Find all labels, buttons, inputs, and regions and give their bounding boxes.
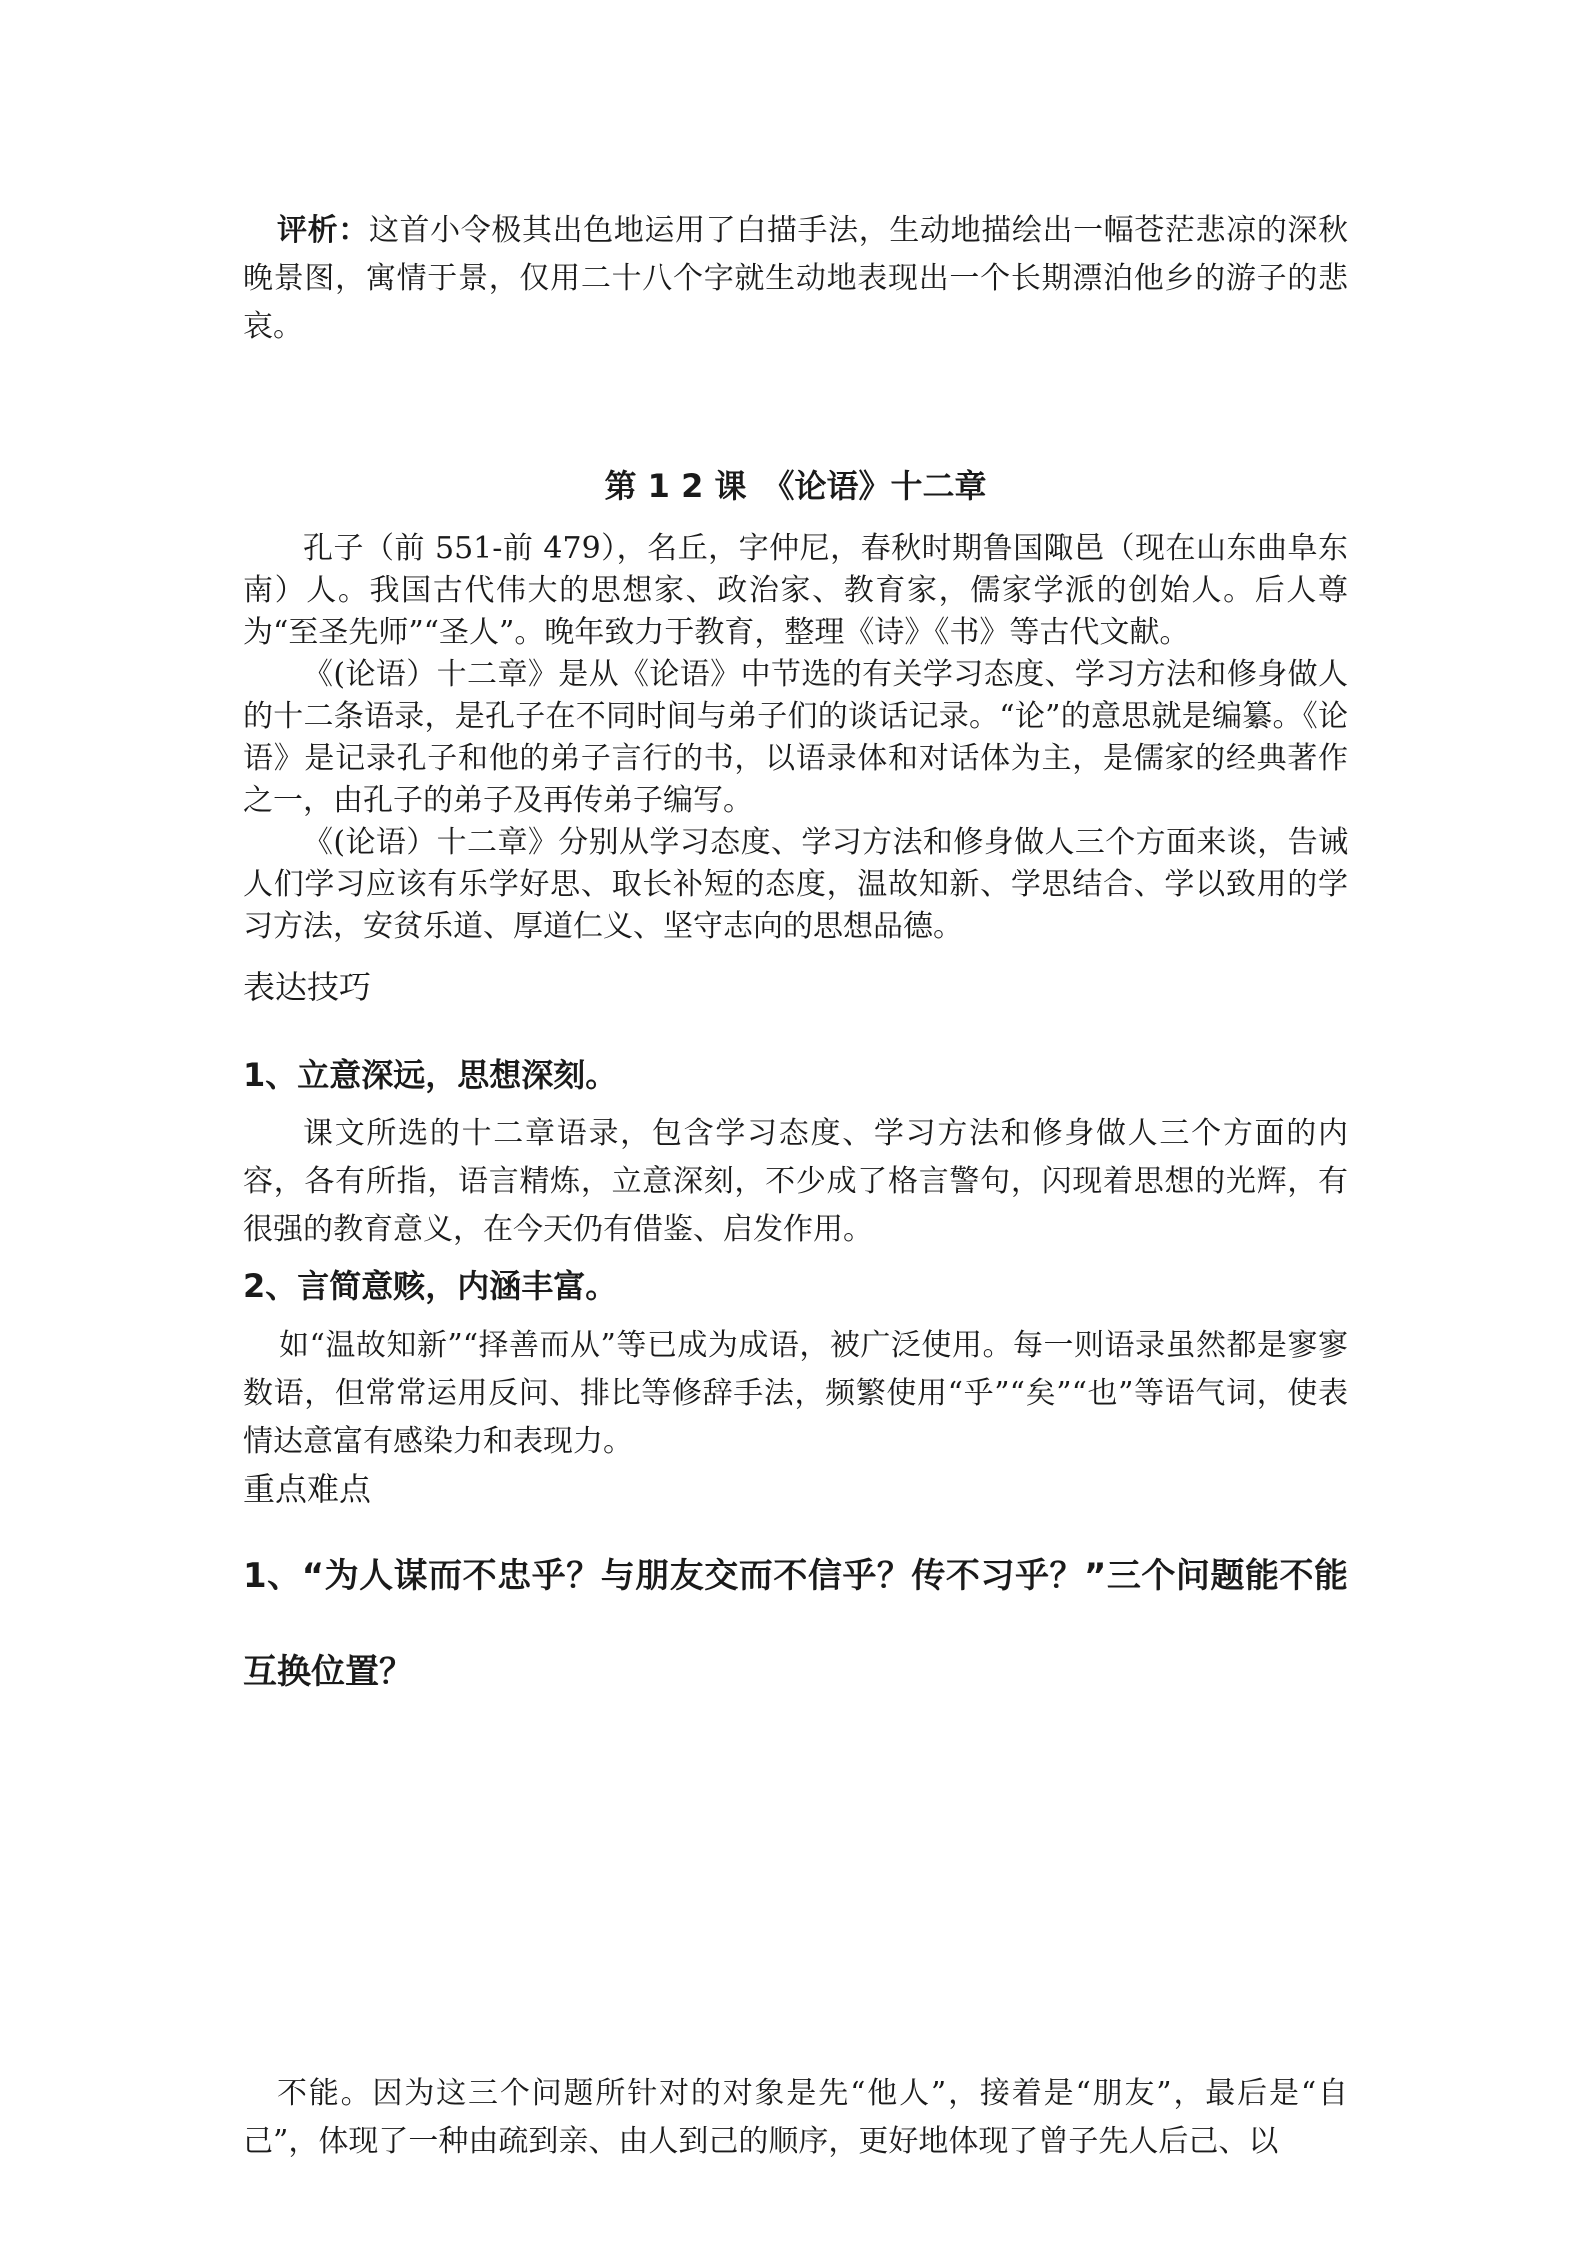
key-points-heading: 重点难点	[243, 1470, 372, 1508]
lesson-title: 第 1 2 课 《论语》十二章	[604, 467, 987, 505]
technique-1-text: 课文所选的十二章语录，包含学习态度、学习方法和修身做人三个方面的内容，各有所指，语言精炼，立意深刻，不少成了格言警句，闪现着思想的光辉，有很强的教育意义，在今天仍有借鉴、启发作用。	[243, 1116, 1348, 1247]
analysis-lead: 评析：	[277, 213, 369, 248]
technique-1-title: 1、立意深远，思想深刻。	[243, 1056, 618, 1094]
techniques-heading: 表达技巧	[243, 968, 372, 1006]
intro-paragraph-2: 《(论语）十二章》是从《论语》中节选的有关学习态度、学习方法和修身做人的十二条语录，是孔子在不同时间与弟子们的谈话记录。“论”的意思就是编纂。《论语》是记录孔子和他的弟子言行的书，以语录体和对话体为主，是儒家的经典著作之一，由孔子的弟子及再传弟子编写。	[243, 657, 1348, 818]
key-question-1: 1、“为人谋而不忠乎？与朋友交而不信乎？传不习乎？”三个问题能不能互换位置？	[243, 1556, 1348, 1692]
key-answer-1: 不能。因为这三个问题所针对的对象是先“他人”，接着是“朋友”，最后是“自己”，体现了一种由疏到亲、由人到己的顺序，更好地体现了曾子先人后己、以	[243, 2076, 1348, 2159]
technique-2-title: 2、言简意赅，内涵丰富。	[243, 1267, 618, 1305]
analysis-paragraph	[243, 207, 1348, 351]
analysis-text: 这首小令极其出色地运用了白描手法，生动地描绘出一幅苍茫悲凉的深秋晚景图，寓情于景，仅用二十八个字就生动地表现出一个长期漂泊他乡的游子的悲哀。	[243, 213, 1349, 344]
intro-paragraph-1: 孔子（前 551-前 479），名丘，字仲尼，春秋时期鲁国陬邑（现在山东曲阜东南）人。我国古代伟大的思想家、政治家、教育家，儒家学派的创始人。后人尊为“至圣先师”“圣人”。晚年致力于教育，整理《诗》《书》等古代文献。	[243, 531, 1348, 650]
intro-paragraph-3: 《(论语）十二章》分别从学习态度、学习方法和修身做人三个方面来谈，告诫人们学习应该有乐学好思、取长补短的态度，温故知新、学思结合、学以致用的学习方法，安贫乐道、厚道仁义、坚守志向的思想品德。	[243, 825, 1348, 944]
technique-2-text: 如“温故知新”“择善而从”等已成为成语，被广泛使用。每一则语录虽然都是寥寥数语，但常常运用反问、排比等修辞手法，频繁使用“乎”“矣”“也”等语气词，使表情达意富有感染力和表现力。	[243, 1328, 1348, 1459]
